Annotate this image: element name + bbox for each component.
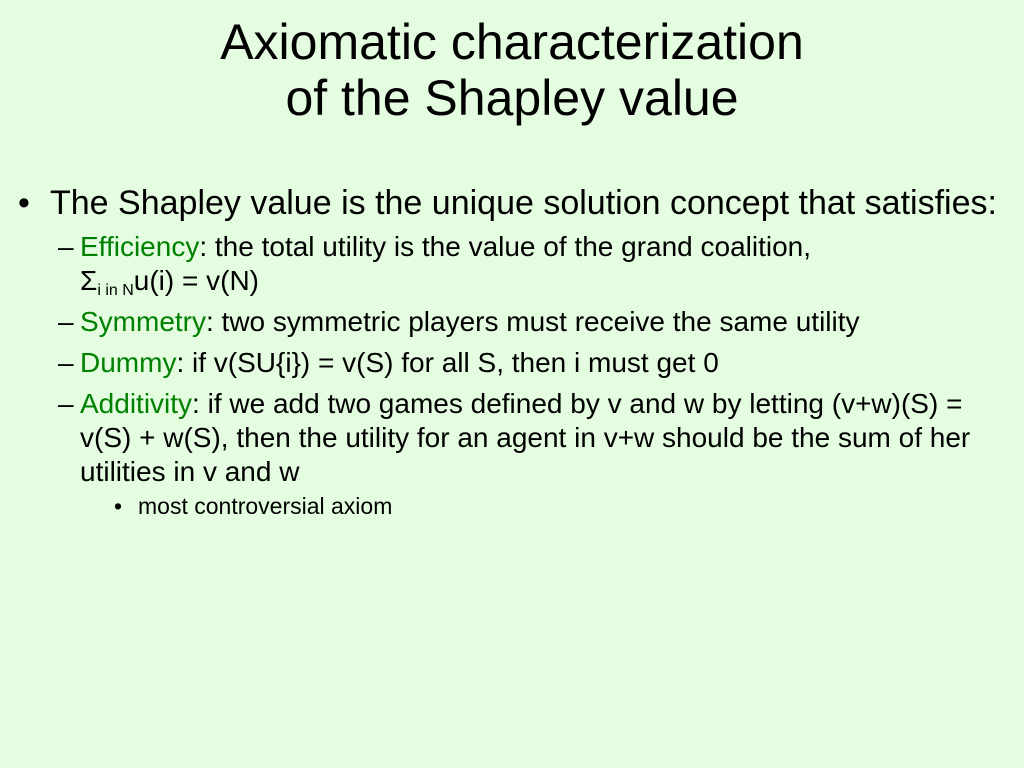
title-line-1: Axiomatic characterization — [220, 14, 804, 70]
sigma-symbol: Σ — [80, 265, 98, 296]
axiom-text: : if we add two games defined by v and w by letting (v+w)(S) = v(S) + w(S), then the utility for an agent in v+w should be the sum of her utilities in v and w — [80, 388, 971, 487]
axiom-list — [18, 230, 1008, 521]
title-line-2: of the Shapley value — [285, 70, 739, 126]
main-bullet-text: The Shapley value is the unique solution concept that satisfies: — [50, 184, 997, 222]
dash-marker: – — [58, 347, 74, 378]
formula-subscript: i in N — [97, 282, 134, 299]
additivity-note — [18, 491, 1008, 521]
axiom-symmetry — [18, 305, 1008, 339]
note-bullet-marker: • — [114, 493, 123, 519]
axiom-dummy — [18, 346, 1008, 380]
axiom-term: Dummy — [80, 347, 177, 378]
bullet-marker: • — [18, 184, 30, 222]
formula-rest: u(i) = v(N) — [133, 265, 259, 296]
slide-title — [0, 14, 1024, 126]
axiom-efficiency — [18, 230, 1008, 298]
slide-content — [18, 184, 1008, 528]
axiom-text: : if v(SU{i}) = v(S) for all S, then i must get 0 — [176, 347, 719, 378]
dash-marker: – — [58, 231, 74, 262]
dash-marker: – — [58, 306, 74, 337]
dash-marker: – — [58, 388, 74, 419]
axiom-text: : the total utility is the value of the grand coalition, — [199, 231, 812, 262]
note-text: most controversial axiom — [138, 493, 393, 519]
main-bullet — [18, 184, 1008, 222]
axiom-term: Efficiency — [80, 231, 200, 262]
axiom-text: : two symmetric players must receive the same utility — [206, 306, 860, 337]
axiom-additivity — [18, 387, 1008, 521]
axiom-term: Symmetry — [80, 306, 206, 337]
axiom-term: Additivity — [80, 388, 193, 419]
